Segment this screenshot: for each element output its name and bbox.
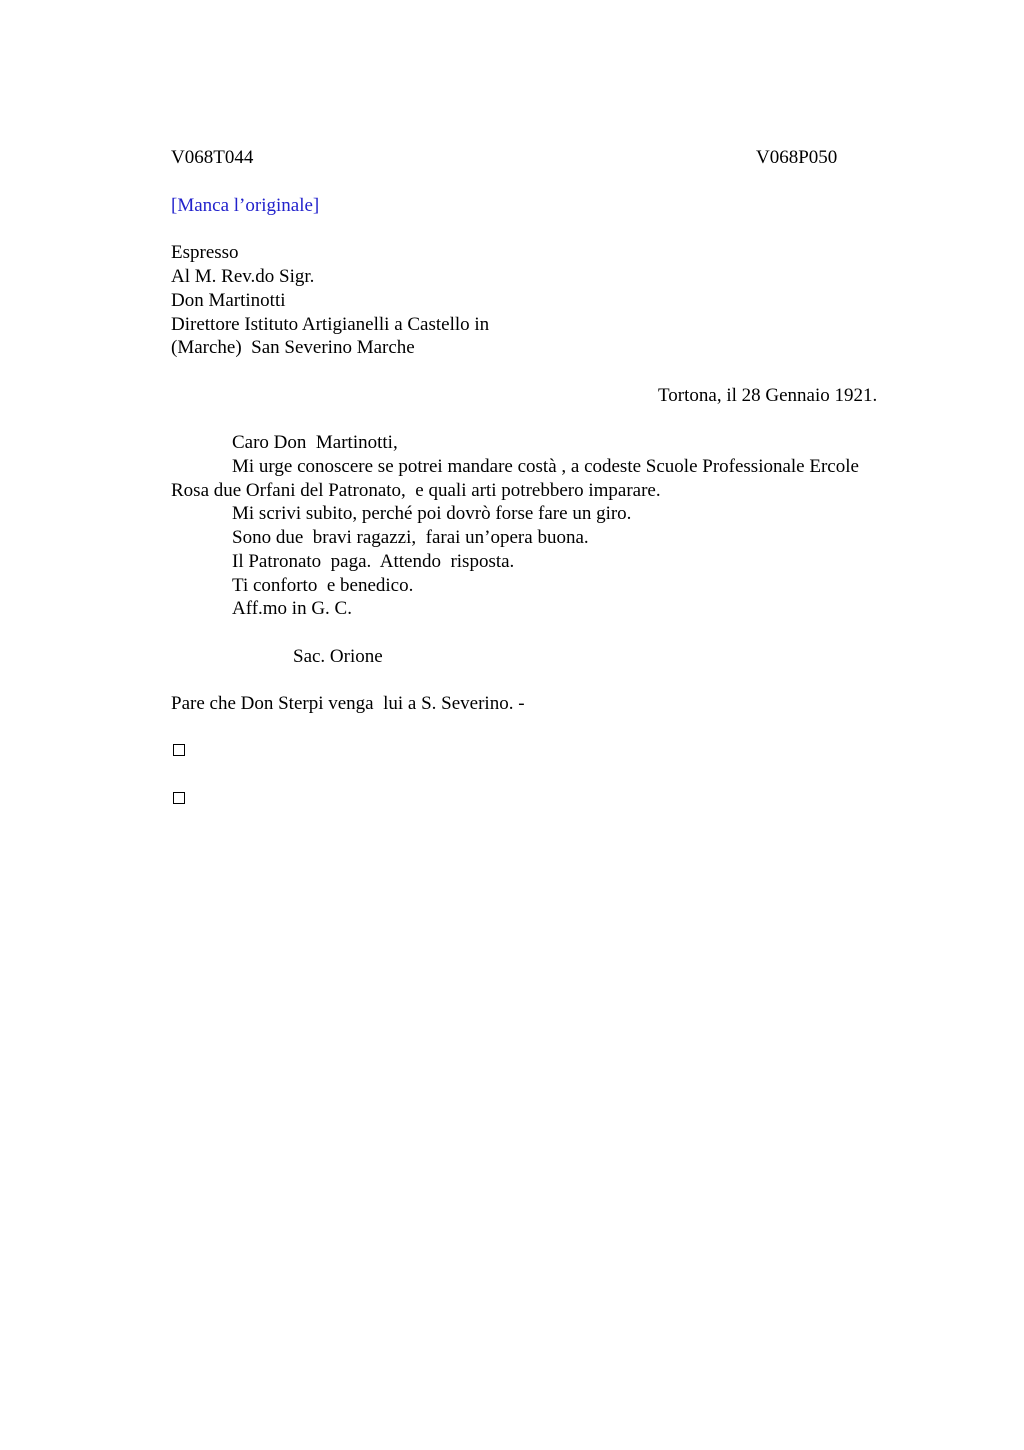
- body-line: Mi scrivi subito, perché poi dovrò forse fare un giro.: [232, 503, 632, 524]
- body-line: Rosa due Orfani del Patronato, e quali arti potrebbero imparare.: [171, 480, 661, 501]
- archive-code-right: V068P050: [756, 147, 838, 168]
- body-line: Sono due bravi ragazzi, farai un’opera buona.: [232, 527, 589, 548]
- closing: Aff.mo in G. C.: [232, 598, 352, 619]
- letter-date: Tortona, il 28 Gennaio 1921.: [658, 385, 878, 406]
- body-line: Ti conforto e benedico.: [232, 575, 414, 596]
- checkbox-square-icon: [173, 792, 185, 804]
- address-line: Espresso: [171, 242, 239, 263]
- body-line: Mi urge conoscere se potrei mandare costà , a codeste Scuole Professionale Ercole: [232, 456, 859, 477]
- signature: Sac. Orione: [293, 646, 383, 667]
- body-line: Il Patronato paga. Attendo risposta.: [232, 551, 515, 572]
- salutation: Caro Don Martinotti,: [232, 432, 398, 453]
- checkbox-square-icon: [173, 744, 185, 756]
- archive-code-left: V068T044: [171, 147, 254, 168]
- postscript: Pare che Don Sterpi venga lui a S. Severino. -: [171, 693, 525, 714]
- missing-original-note: [Manca l’originale]: [171, 195, 320, 216]
- address-line: Don Martinotti: [171, 290, 286, 311]
- address-line: Direttore Istituto Artigianelli a Castello in: [171, 314, 490, 335]
- address-line: (Marche) San Severino Marche: [171, 337, 415, 358]
- address-line: Al M. Rev.do Sigr.: [171, 266, 315, 287]
